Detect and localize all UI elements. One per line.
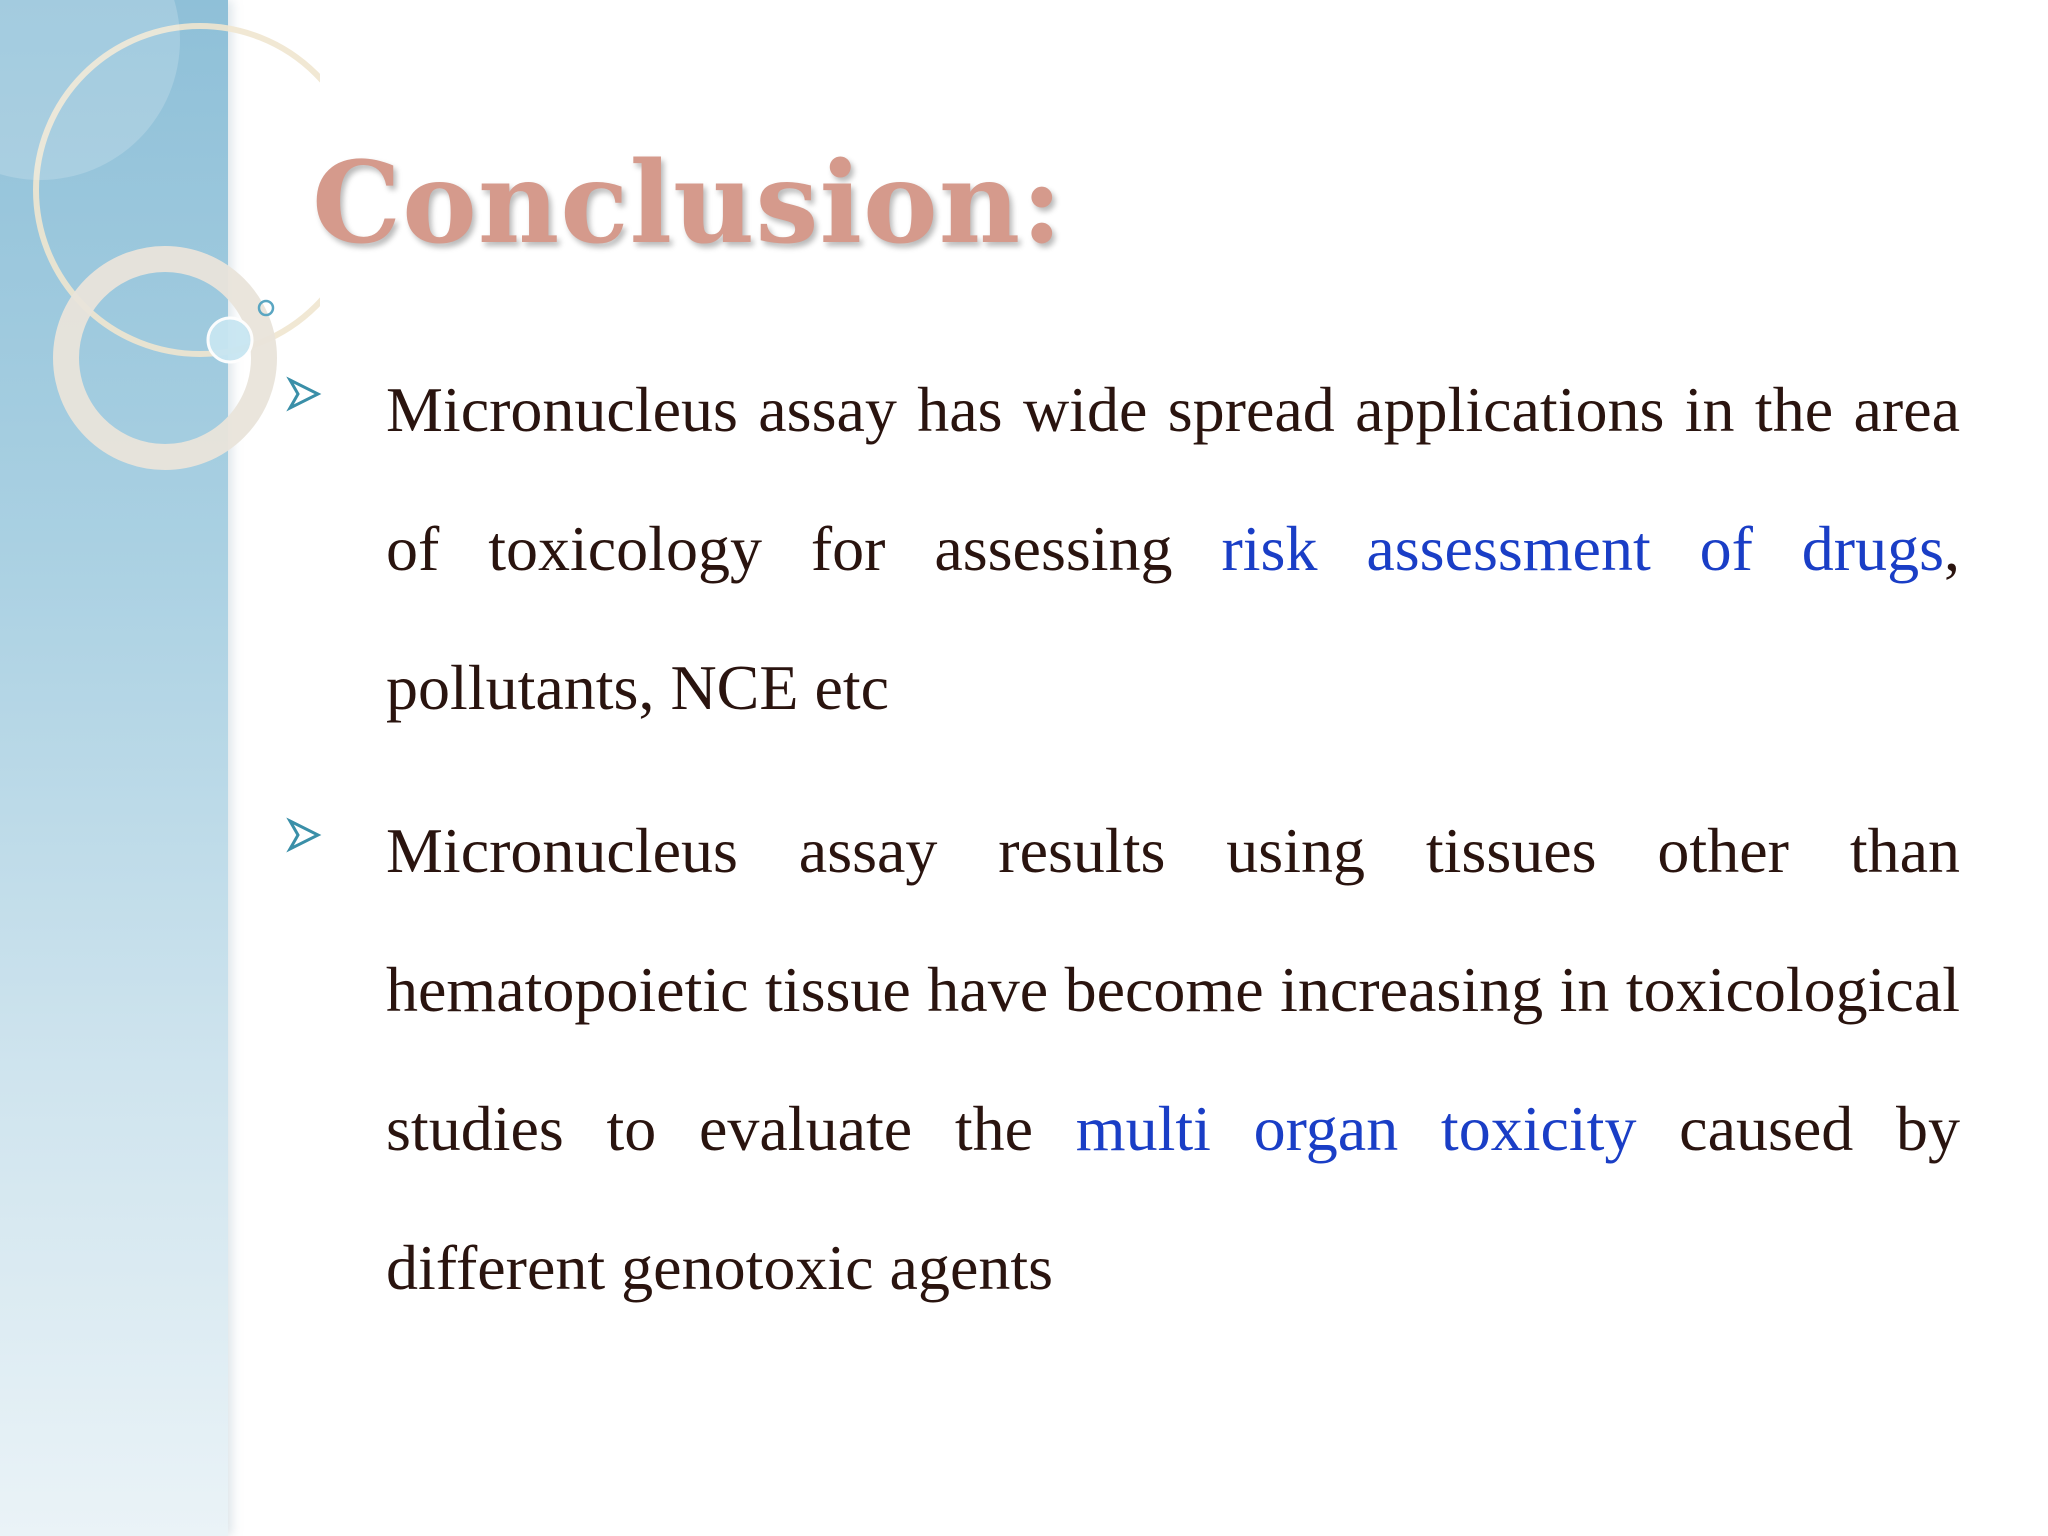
bullet-text-part: Micronucleus assay has wide spread applications in the area of toxicology for assessing <box>386 374 1960 584</box>
decorative-rings <box>0 0 320 520</box>
bullet-text <box>386 781 1960 1337</box>
bullet-list <box>280 340 1960 1361</box>
light-halo-circle <box>0 0 180 180</box>
highlighted-phrase: risk assessment of drugs <box>1221 513 1945 584</box>
bullet-text-part: caused by different genotoxic agents <box>386 1093 1961 1303</box>
arrow-bullet-icon <box>286 817 322 853</box>
slide-title: Conclusion: <box>312 138 1064 269</box>
arrow-bullet-icon <box>286 376 322 412</box>
bullet-text <box>386 340 1960 757</box>
bullet-item <box>280 340 1960 757</box>
bullet-text-part: Micronucleus assay results using tissues other than hematopoietic tissue have become increasing in toxicological studies to evaluate the <box>386 815 1960 1164</box>
bubble-large <box>208 318 252 362</box>
bullet-text-part: , pollutants, NCE etc <box>386 513 1961 723</box>
highlighted-phrase: multi organ toxicity <box>1075 1093 1637 1164</box>
bullet-item <box>280 781 1960 1337</box>
